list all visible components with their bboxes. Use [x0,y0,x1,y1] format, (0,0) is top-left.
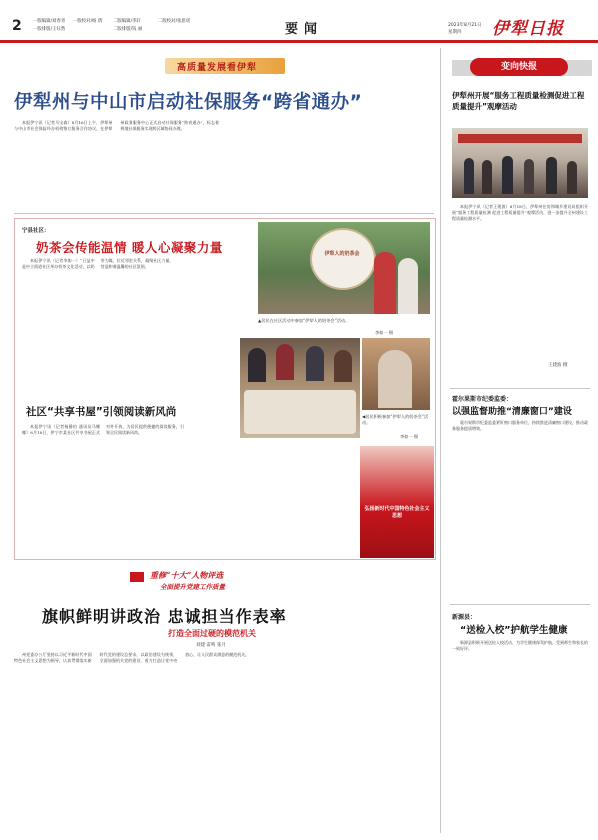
community-body-2 [22,424,352,552]
community-photo-1-caption: ▲居民在社区活动中参加“伊犁人的奶茶会”活动。 [258,318,350,323]
issue-weekday: 星期四 [448,30,462,35]
community-headline: 奶茶会传能温情 暖人心凝聚力量 [36,240,223,255]
sidebar-sub-2: 霍尔果斯市纪委监委： [452,396,513,403]
photo-sign-text: 伊犁人的奶茶会 [324,251,360,257]
sidebar-headline-3: “送检入校”护航学生健康 [460,625,568,636]
page-number: 2 [12,18,22,34]
lead-body [14,120,432,208]
community-headline-2: 社区“共享书屋”引领阅读新风尚 [26,406,177,418]
staff-item: 二版编辑/李轩 [113,19,141,24]
photo-figure [546,157,557,194]
staff-item: 一版排版/王钰然 [33,27,66,32]
sidebar-paragraph: 新源县积极开展送检入校活动，为学生健康保驾护航，受到师生和家长的一致好评。 [452,640,588,652]
divider [14,213,434,214]
staff-item: 二版排版/钱 丽 [113,27,143,32]
community-photo-2 [240,338,360,438]
sidebar-body-3 [452,640,588,830]
community-photo-3 [362,338,430,410]
photo-figure [276,344,294,380]
community-photo-2-caption: ◀居民积极参加“伊犁人的奶茶会”活动。 [362,414,429,425]
community-paragraph: 本报伊宁讯（记者杨静怡 通讯员马娜娜）8月18日，伊宁市某社区共享书屋正式对外开放，为居民提供便捷的阅读服务，引领全民阅读新风尚。 [22,424,184,436]
divider [450,604,590,605]
masthead-logo: 伊犁日报 [492,19,564,39]
photo-figure [482,160,492,194]
photo-figure [398,258,418,314]
community-tag: 宁县社区： [22,228,50,234]
page-header [0,0,598,43]
sidebar-headline-1: 伊犁州开展“服务工程质量检测促进工程质量提升”观摩活动 [452,91,585,111]
photo-banner [458,134,582,143]
sidebar-body-2 [452,420,588,598]
sidebar-tag-label: 变向快报 [470,58,568,76]
photo-figure [374,252,396,314]
sidebar-photo-1 [452,128,588,198]
sidebar-sub-3: 新源县： [452,614,477,621]
feature-headline: 旗帜鲜明讲政治 忠诚担当作表率 [42,607,287,626]
community-paragraph: 本报伊宁讯（记者李如一）“日益中是中立街道社区举办奶茶文化活动，以奶茶为媒，拉近邻里关系，凝聚社区力量，营造和谐温馨的社区氛围。 [22,258,174,270]
column-divider [440,48,441,833]
feature-banner [130,568,300,598]
top-banner-label: 高质量发展看伊犁 [177,63,258,73]
lead-paragraph: 本报伊宁讯（记者马宝森）8月16日上午，伊犁州与中山市社会保险经办机构签订服务合作协议，在伊犁州政务服务中心正式启动社保服务“跨省通办”，标志着两地社保服务实现跨区域协同办理。 [14,120,219,132]
header-rule [0,40,598,43]
section-title: 要闻 [285,22,324,37]
staff-item: 一版编辑/刘春青 [33,19,66,24]
photo-figure [567,161,577,194]
feature-byline: 刘建 雷鸣 张月 [196,643,226,648]
sidebar-paragraph: 霍尔果斯市纪委监委紧盯窗口服务单位，持续推进清廉窗口建设，推动政务服务提质增效。 [452,420,588,432]
ad-text: 弘扬新时代中国特色社会主义思想 [364,506,430,519]
issue-date: 2023年8月21日 [448,23,482,28]
community-photo-2-credit: 李如一 摄 [400,434,419,439]
photo-figure [248,348,266,382]
ad-box [360,446,434,558]
divider [450,388,590,389]
community-body [22,258,252,398]
sidebar-credit-1: 王建波 摄 [548,363,568,368]
sidebar-tag [452,60,592,76]
sidebar-headline-2: 以强监督助推“清廉窗口”建设 [452,407,572,417]
flag-icon [130,572,144,582]
sidebar-paragraph: 本报伊宁讯（记者王建波）8月18日，伊犁州住房和城乡建设局组织开展“服务工程质量检测 促进工程质量提升”观摩活动，进一步提升全州建设工程质量检测水平。 [452,204,588,222]
lead-headline: 伊犁州与中山市启动社保服务“跨省通办” [14,92,363,113]
photo-figure [502,156,513,194]
staff-item: 二版校对/张思瑶 [158,19,191,24]
photo-sign [310,228,376,290]
feature-banner-text: 重修“十大”人物评选 [150,570,224,580]
photo-figure [306,346,324,381]
feature-paragraph: 州党委办公厅坚持以习近平新时代中国特色社会主义思想为指导，认真贯彻落实新时代党的建设总要求，以政治建设为统领，全面加强机关党的建设，着力打造让党中央放心、让人民群众满意的模范机关。 [14,652,250,664]
community-photo-1-credit: 李如一 摄 [375,330,394,335]
sidebar-body-1 [452,204,588,354]
feature-body [14,652,434,834]
feature-banner-sub: 全面提升党建工作质量 [160,583,225,591]
photo-figure [334,350,352,382]
staff-item: 一版校对/杨 倩 [73,19,103,24]
community-photo-1 [258,222,430,314]
top-banner [165,58,285,74]
photo-figure [464,158,474,194]
photo-figure [524,159,534,194]
photo-figure [378,350,412,408]
feature-subhead: 打造全面过硬的模范机关 [168,629,256,638]
staff-list [33,18,243,38]
